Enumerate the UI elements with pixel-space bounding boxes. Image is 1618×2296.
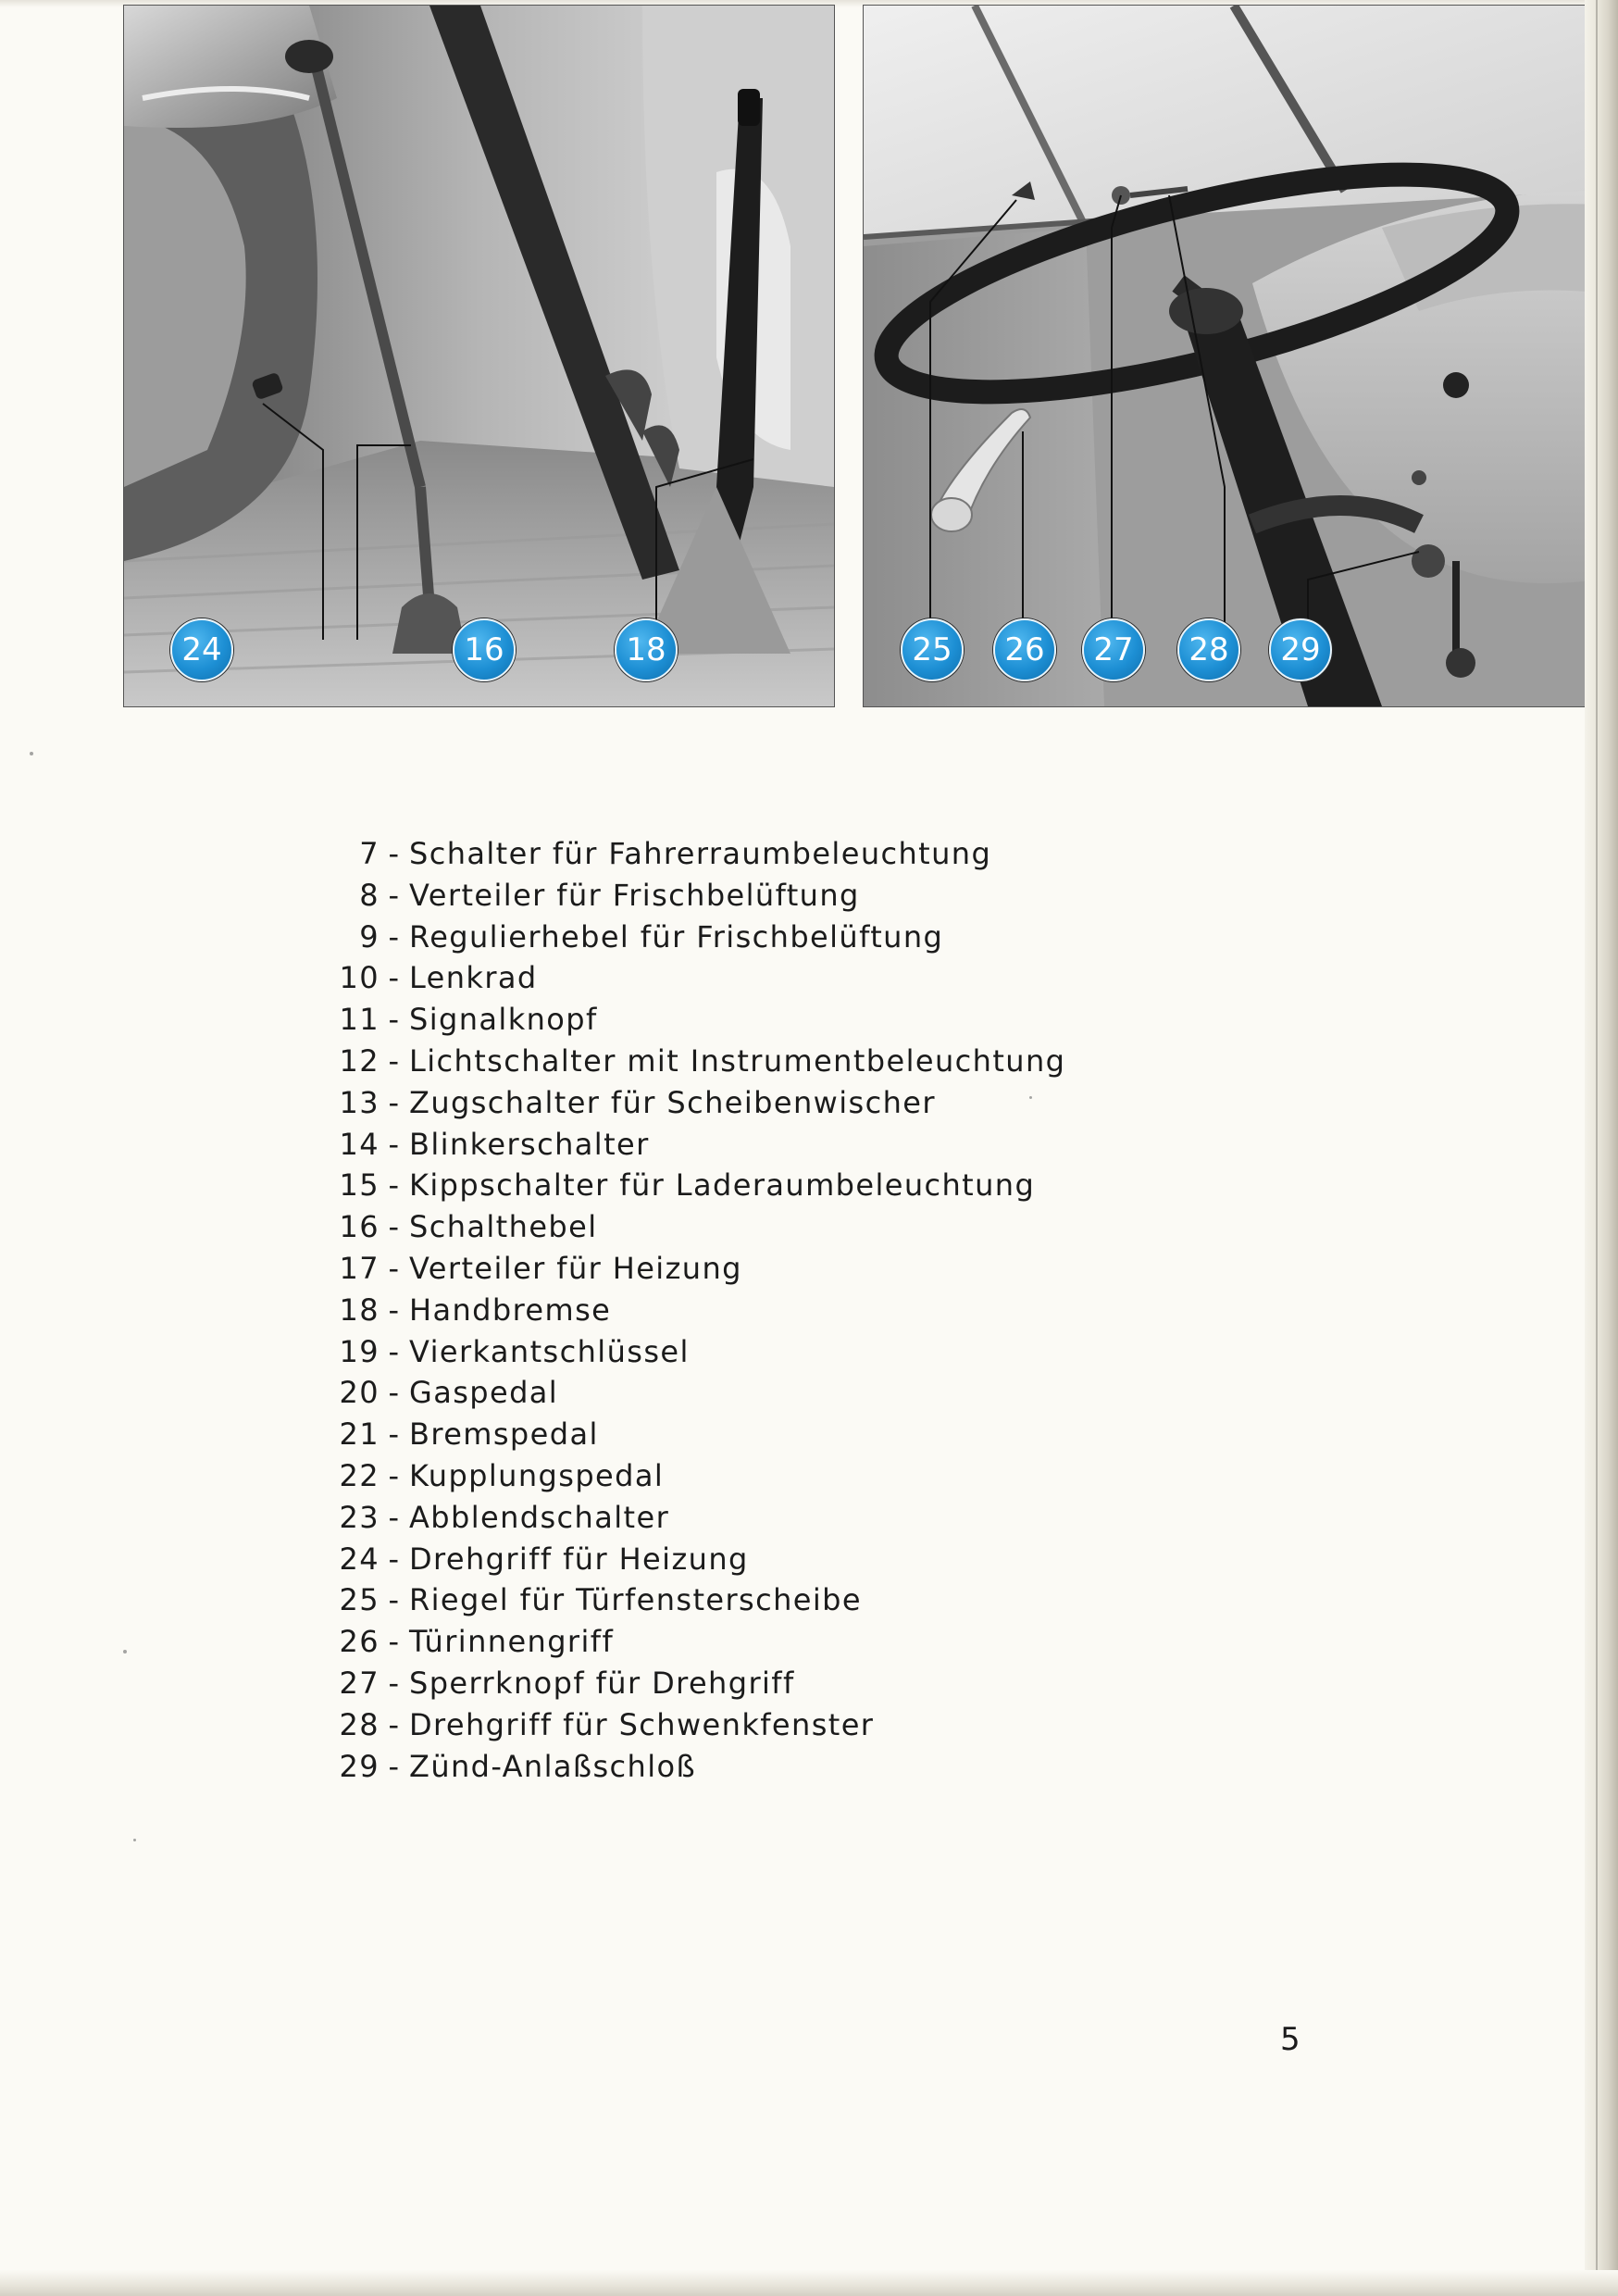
legend-item [333,1290,1065,1331]
legend-item-label: Vierkantschlüssel [409,1333,690,1369]
legend-item-label: Regulierhebel für Frischbelüftung [409,918,944,955]
legend-item-number: 27 [339,1665,380,1701]
floor-controls-illustration [124,6,834,706]
legend-item-separator: - [388,960,401,996]
callout-28: 28 [1177,618,1240,681]
legend-item-separator: - [388,1665,401,1701]
legend-item-number: 16 [339,1209,380,1245]
legend-item [333,833,1065,875]
page-spine-line [1596,0,1598,2296]
legend-item-separator: - [388,1126,401,1162]
legend-item-separator: - [388,1042,401,1079]
legend-item-separator: - [388,1333,401,1369]
legend-item [333,1248,1065,1290]
legend-item-number: 20 [339,1375,380,1411]
legend-item-label: Handbremse [409,1292,612,1328]
legend-item-number: 14 [339,1126,380,1162]
legend-item-label: Lichtschalter mit Instrumentbeleuchtung [409,1042,1066,1079]
legend-item-separator: - [388,1499,401,1535]
callout-16: 16 [453,618,516,681]
legend-item-number: 26 [339,1624,380,1660]
legend-item-number: 9 [359,918,380,955]
page-bottom-edge [0,2270,1618,2296]
legend-item [333,875,1065,917]
legend-item-separator: - [388,1706,401,1742]
legend-item-separator: - [388,1084,401,1120]
photo-cab-controls [863,5,1599,707]
legend-item [333,1539,1065,1580]
legend-item [333,917,1065,958]
paper-speck [30,752,33,755]
legend-item-label: Bremspedal [409,1416,599,1453]
legend-item-number: 7 [359,836,380,871]
legend-item [333,1455,1065,1497]
legend-item-number: 29 [339,1748,380,1784]
legend-item [333,1165,1065,1206]
legend-item-separator: - [388,1582,401,1618]
legend-item-number: 13 [339,1084,380,1120]
legend-item-label: Kupplungspedal [409,1457,665,1493]
cab-controls-illustration [864,6,1598,706]
legend-item [333,1621,1065,1663]
legend-item-separator: - [388,1416,401,1453]
page-number: 5 [1280,2021,1301,2058]
legend-item [333,1746,1065,1788]
legend-item-separator: - [388,1167,401,1204]
paper-speck [1029,1096,1032,1099]
legend-item [333,1124,1065,1166]
legend-item-label: Lenkrad [409,960,538,996]
legend-item-separator: - [388,1748,401,1784]
legend-item-separator: - [388,1292,401,1328]
legend-item [333,1497,1065,1539]
legend-item-separator: - [388,1209,401,1245]
legend-item-number: 24 [339,1541,380,1577]
callout-25: 25 [901,618,964,681]
callout-24: 24 [170,618,233,681]
legend-item-label: Zugschalter für Scheibenwischer [409,1084,936,1120]
legend-item [333,1372,1065,1414]
legend-item-label: Drehgriff für Schwenkfenster [409,1706,875,1742]
legend-item-label: Schalter für Fahrerraumbeleuchtung [409,836,992,871]
legend-item-separator: - [388,1250,401,1286]
legend-item [333,1041,1065,1082]
legend-item [333,1331,1065,1373]
legend-item-separator: - [388,877,401,913]
legend-item-number: 8 [359,877,380,913]
legend-item-number: 21 [339,1416,380,1453]
legend-item [333,999,1065,1041]
legend-item-label: Signalknopf [409,1002,598,1038]
legend-item [333,1414,1065,1455]
legend-item-number: 12 [339,1042,380,1079]
legend-item [333,1704,1065,1746]
legend-item-separator: - [388,1457,401,1493]
callout-18: 18 [615,618,678,681]
legend-item-label: Drehgriff für Heizung [409,1541,749,1577]
legend-item [333,1082,1065,1124]
legend-item-number: 22 [339,1457,380,1493]
legend-item-label: Blinkerschalter [409,1126,650,1162]
legend-item-number: 11 [339,1002,380,1038]
legend-item-number: 25 [339,1582,380,1618]
legend-item [333,957,1065,999]
legend-item-label: Riegel für Türfensterscheibe [409,1582,862,1618]
paper-speck [133,1839,136,1841]
legend-item [333,1206,1065,1248]
legend-item [333,1579,1065,1621]
callout-26: 26 [993,618,1056,681]
legend-item-number: 15 [339,1167,380,1204]
photo-floor-controls [123,5,835,707]
legend-item-label: Kippschalter für Laderaumbeleuchtung [409,1167,1036,1204]
legend-item-number: 23 [339,1499,380,1535]
legend-item-label: Verteiler für Heizung [409,1250,742,1286]
callout-29: 29 [1269,618,1332,681]
legend-item-separator: - [388,1375,401,1411]
legend-item-label: Schalthebel [409,1209,598,1245]
legend-item-separator: - [388,836,401,871]
legend-item-label: Gaspedal [409,1375,559,1411]
legend-item-separator: - [388,918,401,955]
legend-item-label: Zünd-Anlaßschloß [409,1748,697,1784]
legend-item-label: Sperrknopf für Drehgriff [409,1665,795,1701]
paper-speck [123,1650,127,1653]
legend-item-number: 17 [339,1250,380,1286]
legend-item-separator: - [388,1541,401,1577]
legend-item-number: 28 [339,1706,380,1742]
legend-item-label: Verteiler für Frischbelüftung [409,877,860,913]
legend-item-number: 18 [339,1292,380,1328]
legend-item [333,1663,1065,1704]
legend-item-label: Abblendschalter [409,1499,670,1535]
legend-item-label: Türinnengriff [409,1624,615,1660]
callout-27: 27 [1082,618,1145,681]
legend-item-number: 10 [339,960,380,996]
page-spine [1585,0,1618,2296]
legend-item-separator: - [388,1624,401,1660]
legend-item-number: 19 [339,1333,380,1369]
legend-item-separator: - [388,1002,401,1038]
controls-legend [333,833,1065,1787]
